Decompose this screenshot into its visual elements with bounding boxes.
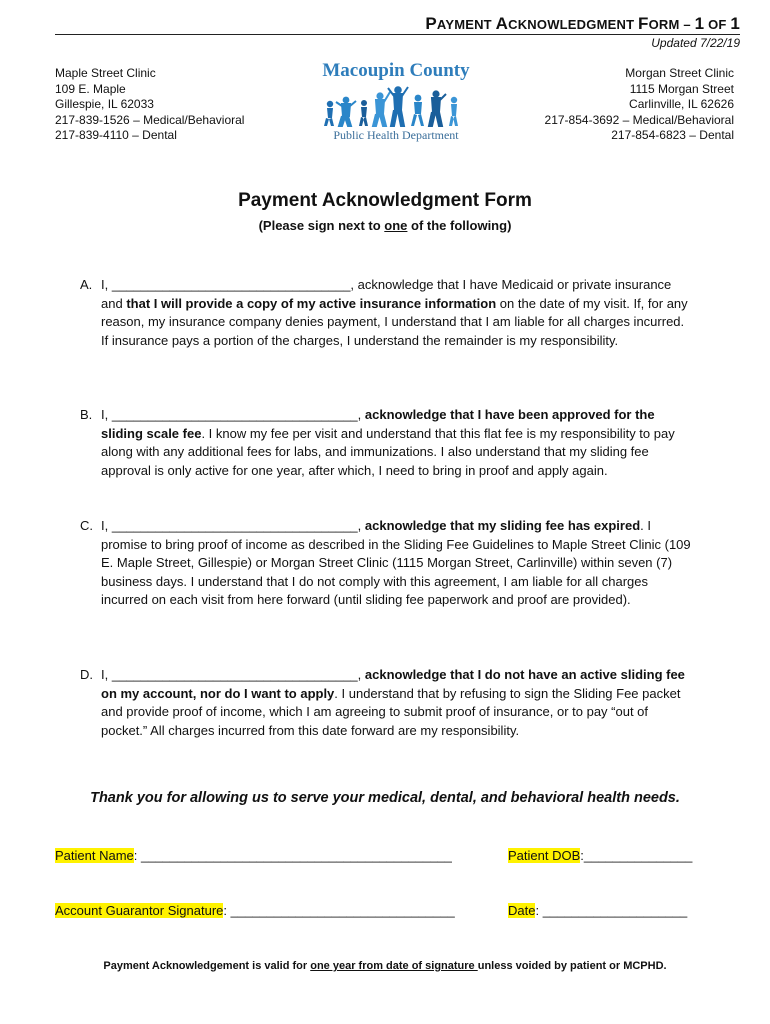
footer-text: Payment Acknowledgement is valid for	[103, 960, 311, 972]
title-initial-a: A	[495, 14, 509, 33]
option-text-part: I, _________________________________, acknowledge that I have Medicaid or private insurance and	[101, 277, 672, 311]
document-header-title	[425, 14, 740, 34]
footer-emphasis: one year from date of signature	[310, 960, 478, 972]
instructions-text: (Please sign next to	[258, 218, 385, 233]
option-text-bold: acknowledge that my sliding fee has expired	[364, 518, 641, 533]
left-address-line: 217-839-4110 – Dental	[55, 128, 177, 143]
option-a[interactable]	[80, 276, 692, 350]
title-text-ayment: AYMENT	[436, 17, 496, 32]
option-text-part: I, __________________________________,	[101, 667, 365, 682]
signature-date-field[interactable]	[508, 903, 687, 918]
title-text-of: OF	[704, 17, 731, 32]
left-address-line: Gillespie, IL 62033	[55, 97, 154, 112]
header-divider	[55, 34, 740, 35]
option-letter: B.	[80, 407, 93, 422]
form-title: Payment Acknowledgment Form	[238, 190, 532, 211]
option-c[interactable]	[80, 517, 692, 610]
thank-you-message: Thank you for allowing us to serve your medical, dental, and behavioral health needs.	[90, 790, 680, 806]
option-text-part: . I know my fee per visit and understand that this flat fee is my responsibility to pay along with any additional fees for labs, and immunizations. I also understand that my sliding fee approval is only active for one year, after which, I need to bring in proof and apply again.	[101, 425, 675, 478]
option-letter: D.	[80, 667, 93, 682]
macoupin-county-logo	[316, 60, 476, 148]
option-text-part: . I promise to bring proof of income as described in the Sliding Fee Guidelines to Maple Street Clinic (109 E. Maple Street, Gillespie) or Morgan Street Clinic (1115 Morgan Street, Carlinville) within seven (7) business days. I understand that I do not comply with this agreement, I am liable for all charges incurred on each visit from here forward (until sliding fee paperwork and proof are provided).	[101, 518, 691, 608]
option-text	[101, 517, 692, 610]
title-initial-f: F	[638, 14, 649, 33]
title-initial-p: P	[425, 14, 437, 33]
guarantor-signature-label: Account Guarantor Signature	[55, 903, 224, 918]
option-text	[101, 276, 692, 350]
option-text	[101, 666, 692, 740]
option-text	[101, 406, 692, 480]
option-text-bold: acknowledge that I have been approved for the sliding scale fee	[101, 407, 655, 441]
updated-date: Updated 7/22/19	[651, 36, 740, 50]
patient-dob-label: Patient DOB	[508, 848, 581, 863]
signature-date-line[interactable]: : ____________________	[535, 903, 688, 918]
title-text-orm: ORM –	[648, 17, 695, 32]
right-address-line: 217-854-3692 – Medical/Behavioral	[544, 112, 734, 127]
patient-name-line[interactable]: : ___________________________________________	[133, 848, 452, 863]
right-address-line: 1115 Morgan Street	[629, 81, 734, 96]
patient-dob-line[interactable]: :_______________	[580, 848, 693, 863]
option-letter: C.	[80, 518, 93, 533]
maple-street-clinic-address	[55, 66, 244, 144]
option-b[interactable]	[80, 406, 692, 480]
option-d[interactable]	[80, 666, 692, 740]
option-text-bold: acknowledge that I do not have an active sliding fee on my account, nor do I want to apply	[101, 667, 685, 701]
right-address-line: Morgan Street Clinic	[625, 66, 734, 80]
option-text-part: I, __________________________________,	[101, 518, 365, 533]
left-address-line: Maple Street Clinic	[55, 66, 156, 80]
footer-text-end: unless voided by patient or MCPHD.	[477, 960, 667, 972]
logo-name: Macoupin County	[322, 60, 470, 81]
patient-dob-field[interactable]	[508, 848, 692, 863]
left-address-line: 109 E. Maple	[55, 81, 126, 96]
title-page-number: 1	[694, 14, 705, 33]
title-text-cknowledgment: CKNOWLEDGMENT	[508, 17, 639, 32]
validity-footer	[0, 960, 770, 972]
morgan-street-clinic-address	[545, 66, 734, 144]
right-address-line: Carlinville, IL 62626	[629, 97, 734, 112]
option-text-bold: that I will provide a copy of my active insurance information	[126, 295, 497, 311]
left-address-line: 217-839-1526 – Medical/Behavioral	[55, 112, 245, 127]
logo-subtitle: Public Health Department	[333, 128, 459, 142]
instructions-emphasis: one	[384, 218, 408, 233]
right-address-line: 217-854-6823 – Dental	[611, 128, 734, 143]
form-instructions	[0, 218, 770, 233]
instructions-text-end: of the following)	[407, 218, 512, 233]
patient-name-label: Patient Name	[55, 848, 134, 863]
people-figures-icon	[322, 84, 470, 128]
option-letter: A.	[80, 277, 93, 292]
signature-date-label: Date	[508, 903, 536, 918]
guarantor-signature-line[interactable]: : _______________________________	[223, 903, 455, 918]
title-page-total: 1	[730, 14, 740, 33]
option-text-part: . I understand that by refusing to sign the Sliding Fee packet and provide proof of income, which I am agreeing to submit proof of insurance, or to pay “out of pocket.” All charges incurred from this date forward are my responsibility.	[101, 685, 681, 738]
patient-name-field[interactable]	[55, 848, 452, 863]
option-text-part: on the date of my visit. If, for any reason, my insurance company denies payment, I understand that I am liable for all charges incurred. If insurance pays a portion of the charges, I understand the remainder is my responsibility.	[101, 295, 688, 348]
option-text-part: I, __________________________________,	[101, 407, 365, 422]
guarantor-signature-field[interactable]	[55, 903, 455, 918]
